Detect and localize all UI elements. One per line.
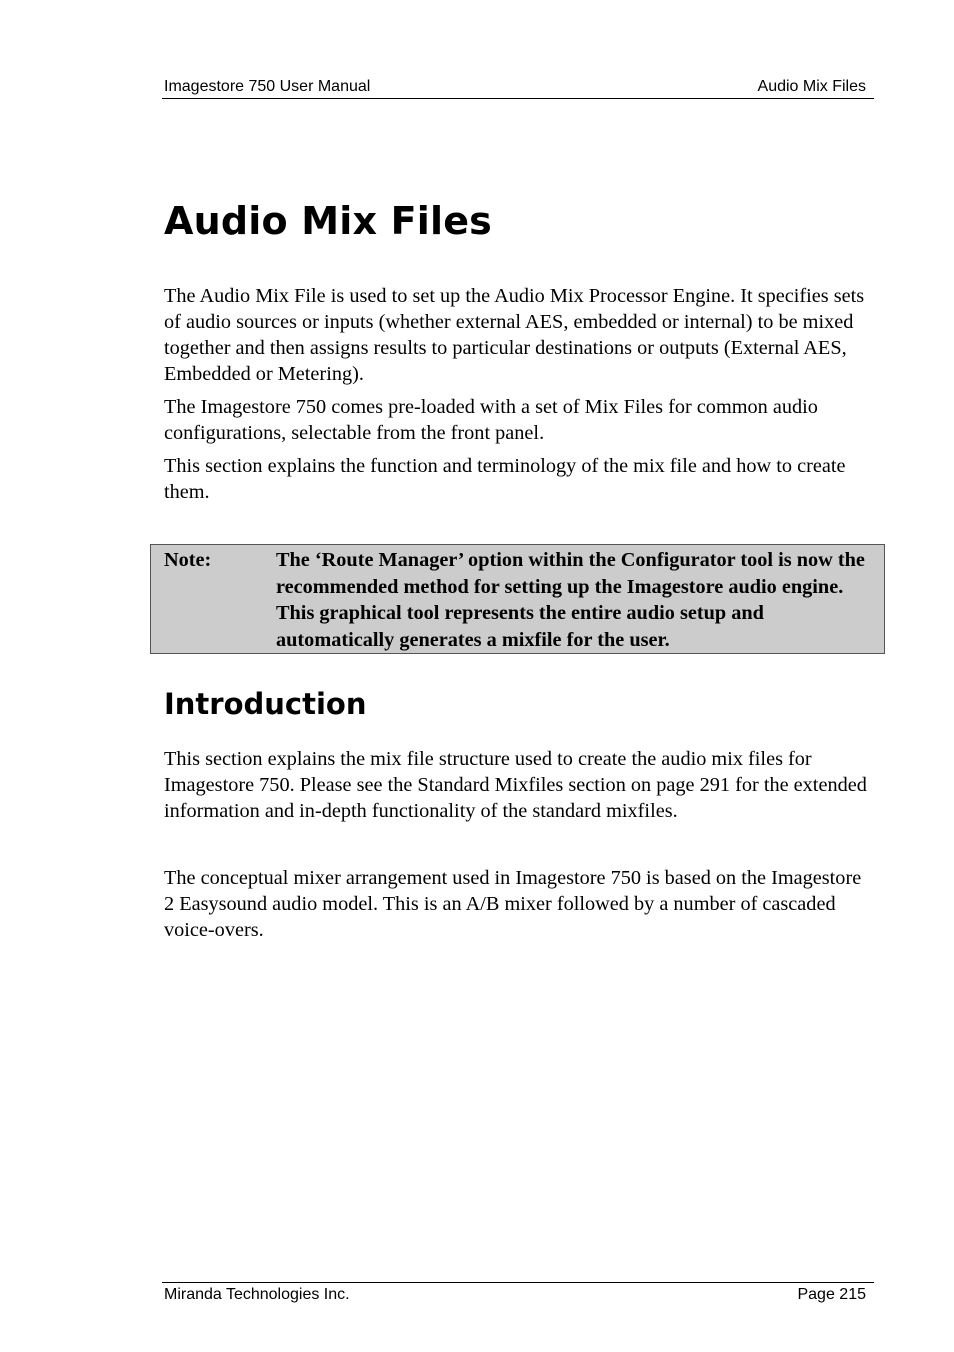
introduction-paragraph-1: This section explains the mix file structure used to create the audio mix files for Imagestore 750. Please see the Standard Mixfiles section on page 291 for the extended information and in-depth functionality of the standard mixfiles. xyxy=(164,748,867,822)
intro-paragraph-1: The Audio Mix File is used to set up the Audio Mix Processor Engine. It specifies sets of audio sources or inputs (whether external AES, embedded or internal) to be mixed together and then assigns results to particular destinations or outputs (External AES, Embedded or Metering). xyxy=(164,285,865,385)
introduction-heading: Introduction xyxy=(164,687,367,721)
note-text: The ‘Route Manager’ option within the Configurator tool is now the recommended method for setting up the Imagestore audio engine. This graphical tool represents the entire audio setup and automatically generates a mixfile for the user. xyxy=(276,549,865,651)
header-section-title: Audio Mix Files xyxy=(757,78,866,95)
footer-page-number: Page 215 xyxy=(797,1286,866,1303)
note-label: Note: xyxy=(164,549,212,571)
intro-paragraph-2: The Imagestore 750 comes pre-loaded with a set of Mix Files for common audio configurations, selectable from the front panel. xyxy=(164,396,818,444)
page-header xyxy=(162,78,874,99)
introduction-paragraph-2: The conceptual mixer arrangement used in Imagestore 750 is based on the Imagestore 2 Easysound audio model. This is an A/B mixer followed by a number of cascaded voice-overs. xyxy=(164,867,862,941)
header-manual-title: Imagestore 750 User Manual xyxy=(164,78,371,95)
page-title: Audio Mix Files xyxy=(164,199,493,243)
note-box xyxy=(150,544,885,654)
footer-company: Miranda Technologies Inc. xyxy=(164,1286,350,1303)
page-footer xyxy=(162,1282,874,1307)
intro-paragraph-3: This section explains the function and terminology of the mix file and how to create them. xyxy=(164,455,846,503)
